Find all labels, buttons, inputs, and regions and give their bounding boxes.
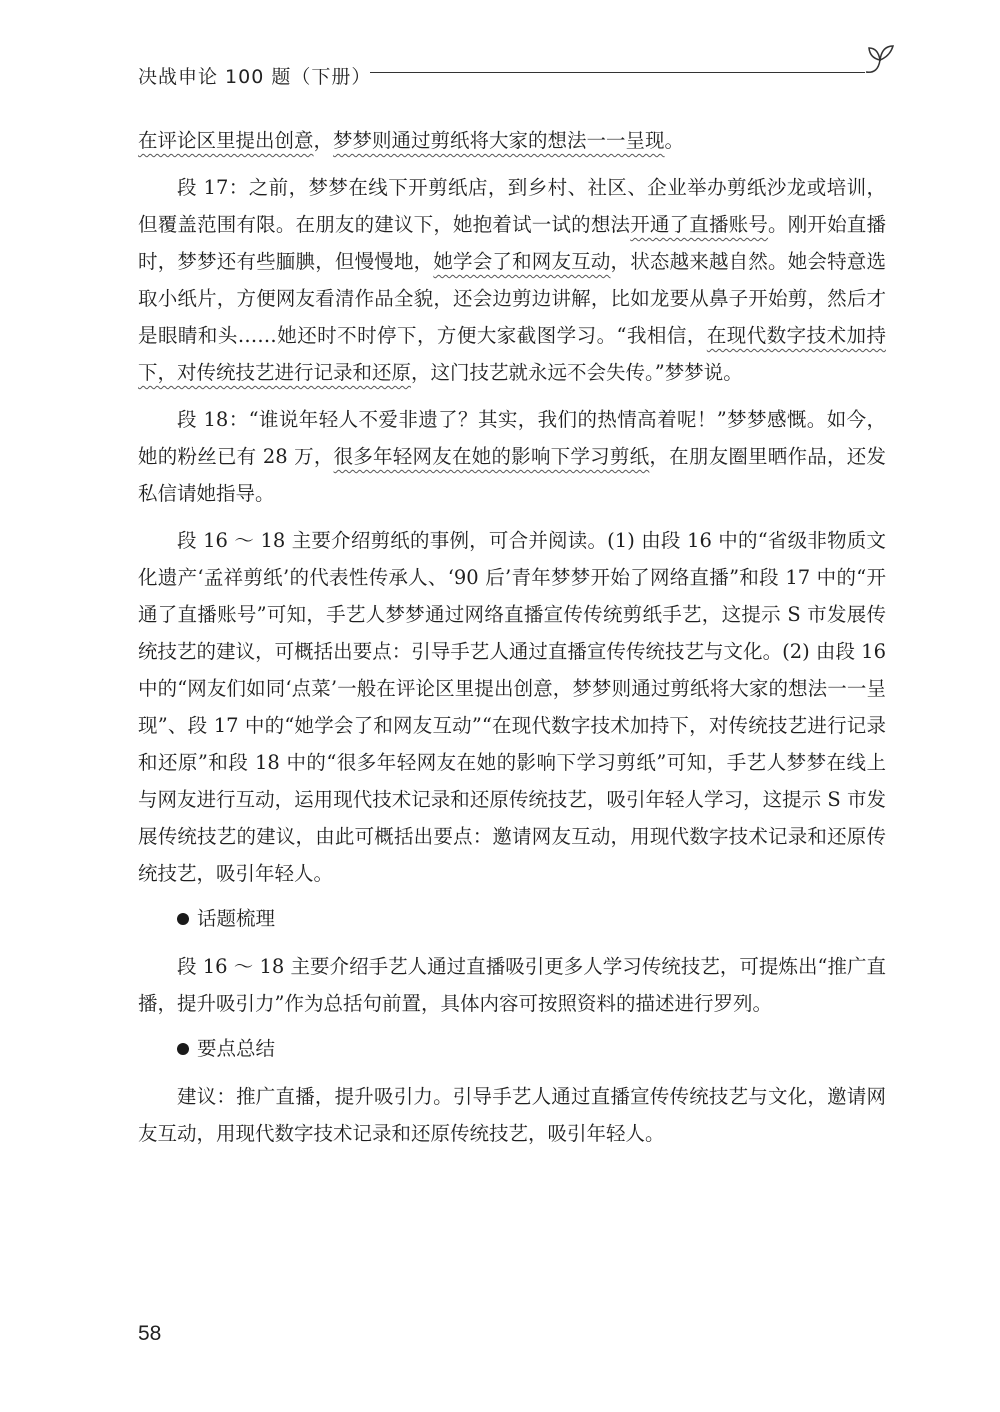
key-phrase: 在现代数字技术加持下，对传统技艺进行记录和还原: [138, 324, 886, 384]
topic-paragraph: 段 16 ～ 18 主要介绍手艺人通过直播吸引更多人学习传统技艺，可提炼出“推广直播，提升吸引力”作为总括句前置，具体内容可按照资料的描述进行罗列。: [138, 955, 886, 1015]
key-phrase: 她学会了和网友互动: [433, 250, 611, 273]
topic-heading: [138, 902, 886, 936]
paragraph-18: [138, 401, 886, 512]
paragraph-17: [138, 169, 886, 391]
text-run: 段 18：“谁说年轻人不爱非遗了？其实，我们的热情高着呢！”梦梦感慨。如今，她的粉丝已有 28 万，: [138, 408, 886, 468]
heading-text: 话题梳理: [197, 907, 276, 930]
summary-heading: [138, 1032, 886, 1066]
text-run: ，这门技艺就永远不会失传。”梦梦说。: [411, 361, 743, 384]
text-run: 段 17：之前，梦梦在线下开剪纸店，到乡村、社区、企业举办剪纸沙龙或培训，但覆盖范围有限。在朋友的建议下，她抱着试一试的想法: [138, 176, 886, 236]
key-phrase: 开通了直播账号: [630, 213, 769, 236]
summary-paragraph: 建议：推广直播，提升吸引力。引导手艺人通过直播宣传传统技艺与文化，邀请网友互动，用现代数字技术记录和还原传统技艺，吸引年轻人。: [138, 1085, 886, 1145]
sprout-icon: [860, 38, 900, 84]
key-phrase: 很多年轻网友在她的影响下学习剪纸: [333, 445, 650, 468]
page-body: [138, 122, 886, 1162]
text-run: ，状态越来越自然。她会特意选取小纸片，方便网友看清作品全貌，还会边剪边讲解，比如龙要从鼻子开始剪，然后才是眼睛和头……她还时不时停下，方便大家截图学习。“我相信，: [138, 250, 886, 347]
page-number: 58: [138, 1322, 162, 1345]
paragraph-16-tail: [138, 122, 886, 159]
heading-text: 要点总结: [197, 1037, 276, 1060]
bullet-dot-icon: [177, 913, 189, 925]
text-run: 。刚开始直播时，梦梦还有些腼腆，但慢慢地，: [138, 213, 886, 273]
analysis-paragraph: 段 16 ～ 18 主要介绍剪纸的事例，可合并阅读。(1) 由段 16 中的“省级非物质文化遗产‘孟祥剪纸’的代表性传承人、‘90 后’青年梦梦开始了网络直播”和段 17 中的“开通了直播账号”可知，手艺人梦梦通过网络直播宣传传统剪纸手艺，这提示 S 市发展传统技艺的建议，可概括出要点：引导手艺人通过直播宣传传统技艺与文化。(2) 由段 16 中的“网友们如同‘点菜’一般在评论区里提出创意，梦梦则通过剪纸将大家的想法一一呈现”、段 17 中的“她学会了和网友互动”“在现代数字技术加持下，对传统技艺进行记录和还原”和段 18 中的“很多年轻网友在她的影响下学习剪纸”可知，手艺人梦梦在线上与网友进行互动，运用现代技术记录和还原传统技艺，吸引年轻人学习，这提示 S 市发展传统技艺的建议，由此可概括出要点：邀请网友互动，用现代数字技术记录和还原传统技艺，吸引年轻人。: [138, 529, 886, 885]
key-phrase: 在评论区里提出创意: [138, 129, 314, 152]
bullet-dot-icon: [177, 1043, 189, 1055]
text-run: ，在朋友圈里晒作品，还发私信请她指导。: [138, 445, 886, 505]
header-rule: [370, 72, 865, 73]
text-run: ，: [313, 129, 334, 152]
key-phrase: 梦梦则通过剪纸将大家的想法一一呈现: [333, 129, 665, 152]
text-run: 。: [664, 129, 685, 152]
page-header: [138, 60, 898, 100]
book-title: 决战申论 100 题（下册）: [138, 66, 372, 88]
